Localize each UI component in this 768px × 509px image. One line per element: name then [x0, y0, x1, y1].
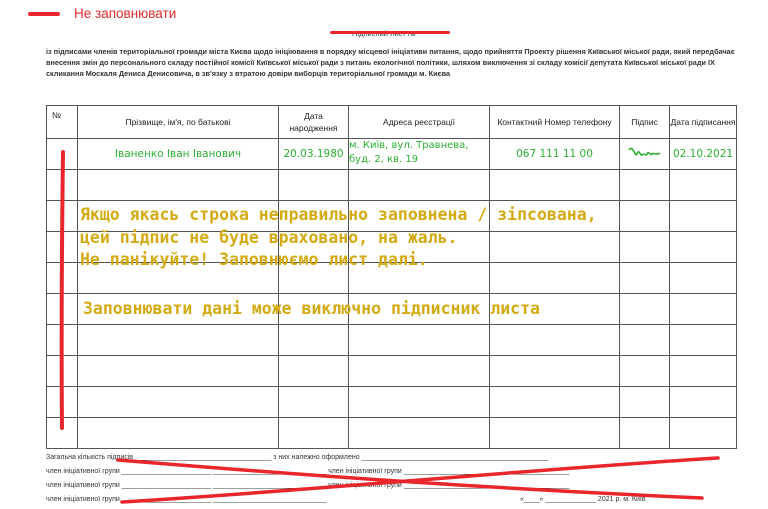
footer-member-row: член ініціативної групи _______________________ _____________________________ член ініціативної групи _______________________ ___________________: [46, 482, 570, 489]
year-suffix: 2021 р. м. Київ: [597, 496, 646, 503]
member-label: член ініціативної групи: [328, 468, 402, 475]
overlay-instruction-line: Заповнювати дані може виключно підписник листа: [83, 299, 540, 318]
member-label: член ініціативної групи: [328, 482, 402, 489]
do-not-fill-label: Не заповнювати: [74, 6, 177, 21]
properly-formatted-label: з них належно оформлено: [273, 454, 360, 461]
example-address-cell[interactable]: м. Київ, вул. Травнева, буд. 2, кв. 19: [349, 139, 490, 170]
vertical-strike-line: [62, 152, 63, 428]
example-name-cell[interactable]: Іваненко Іван Іванович: [78, 139, 279, 170]
col-signdate-header: Дата підписання: [670, 106, 737, 139]
footer-member-row: член ініціативної групи _______________________ _____________________________ член ініціативної групи _______________________ ___________________: [46, 468, 570, 475]
col-phone-header: Контактний Номер телефону: [490, 106, 620, 139]
example-phone-cell[interactable]: 067 111 11 00: [490, 139, 620, 170]
member-label: член ініціативної групи: [46, 482, 120, 489]
footer-member-row: член ініціативної групи _______________________ _____________________________ «____» _____________ 2021 р. м. Київ: [46, 496, 646, 503]
example-signdate-cell[interactable]: 02.10.2021: [670, 139, 737, 170]
total-signatures-label: Загальна кількість підписів: [46, 454, 134, 461]
member-label: член ініціативної групи: [46, 468, 120, 475]
date-quote: «____»: [520, 496, 544, 503]
overlay-warning-line-2: цей підпис не буде враховано, на жаль.: [80, 228, 458, 247]
col-number-header: №: [47, 106, 78, 139]
col-name-header: Прізвище, ім'я, по батькові: [78, 106, 279, 139]
col-birthdate-header: Дата народження: [279, 106, 349, 139]
member-label: член ініціативної групи: [46, 496, 120, 503]
example-birthdate-cell[interactable]: 20.03.1980: [279, 139, 349, 170]
intro-paragraph: із підписами членів територіальної громади міста Києва щодо ініціювання в порядку місцевої ініціативи питання, щодо прийняття Проекту рішення Київської міської ради, який передбачає внесення змін до персонального складу постійної комісії Київської міської ради з питань екологічної політики, шляхом виключення зі складу комісії депутата Київської міської ради IX скликання Москаля Дениса Денисовича, в зв'язку з втратою довіри виборців територіальної громади м. Києва: [46, 47, 735, 78]
overlay-warning-line-3: Не панікуйте! Заповнюємо лист далі.: [80, 250, 428, 269]
overlay-warning-line-1: Якщо якась строка неправильно заповнена / зіпсована,: [80, 205, 597, 224]
col-signature-header: Підпис: [620, 106, 670, 139]
footer-total-row: Загальна кількість підписів ___________________________________ з них належно оформлено ________________________________________________: [46, 454, 549, 461]
col-address-header: Адреса реєстрації: [349, 106, 490, 139]
